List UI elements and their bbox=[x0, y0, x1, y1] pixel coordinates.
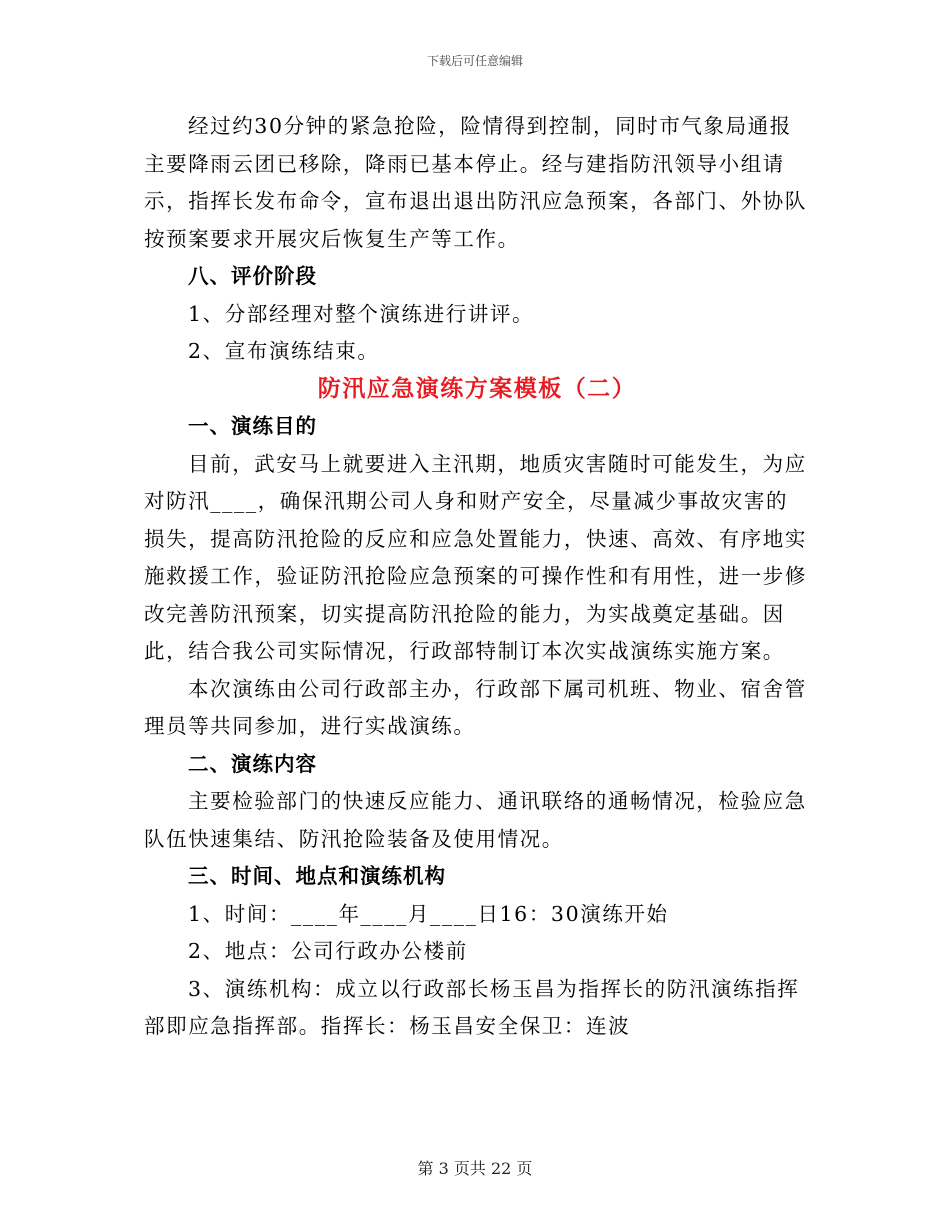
section-heading-content: 二、演练内容 bbox=[188, 751, 317, 776]
paragraph-rescue-result: 经过约30分钟的紧急抢险，险情得到控制，同时市气象局通报主要降雨云团已移除，降雨已基本停止。经与建指防汛领导小组请示，指挥长发布命令，宣布退出退出防汛应急预案，各部门、外协队按预案要求开展灾后恢复生产等工作。 bbox=[144, 114, 807, 251]
document-body bbox=[144, 108, 810, 1046]
section-heading-purpose: 一、演练目的 bbox=[188, 414, 317, 438]
paragraph-content: 主要检验部门的快速反应能力、通讯联络的通畅情况，检验应急队伍快速集结、防汛抢险装备及使用情况。 bbox=[144, 789, 807, 851]
list-item-place: 2、地点：公司行政办公楼前 bbox=[188, 939, 468, 963]
page-header: 下载后可任意编辑 bbox=[426, 54, 523, 68]
list-item: 1、分部经理对整个演练进行讲评。 bbox=[188, 301, 535, 326]
paragraph-purpose: 目前，武安马上就要进入主汛期，地质灾害随时可能发生，为应对防汛____，确保汛期公司人身和财产安全，尽量减少事故灾害的损失，提高防汛抢险的反应和应急处置能力，快速、高效、有序地实施救援工作，验证防汛抢险应急预案的可操作性和有用性，进一步修改完善防汛预案，切实提高防汛抢险的能力，为实战奠定基础。因此，结合我公司实际情况，行政部特制订本次实战演练实施方案。 bbox=[144, 451, 807, 663]
list-item-organization: 3、演练机构：成立以行政部长杨玉昌为指挥长的防汛演练指挥部即应急指挥部。指挥长：杨玉昌安全保卫：连波 bbox=[144, 976, 800, 1038]
document-title: 防汛应急演练方案模板（二） bbox=[317, 375, 637, 402]
section-heading-evaluation: 八、评价阶段 bbox=[188, 264, 317, 288]
list-item: 2、宣布演练结束。 bbox=[188, 339, 380, 363]
paragraph-participants: 本次演练由公司行政部主办，行政部下属司机班、物业、宿舍管理员等共同参加，进行实战演练。 bbox=[144, 676, 807, 738]
section-heading-time-place: 三、时间、地点和演练机构 bbox=[188, 864, 446, 888]
list-item-time: 1、时间：____年____月____日16：30演练开始 bbox=[188, 901, 669, 926]
page-footer: 第 3 页共 22 页 bbox=[417, 1159, 533, 1178]
